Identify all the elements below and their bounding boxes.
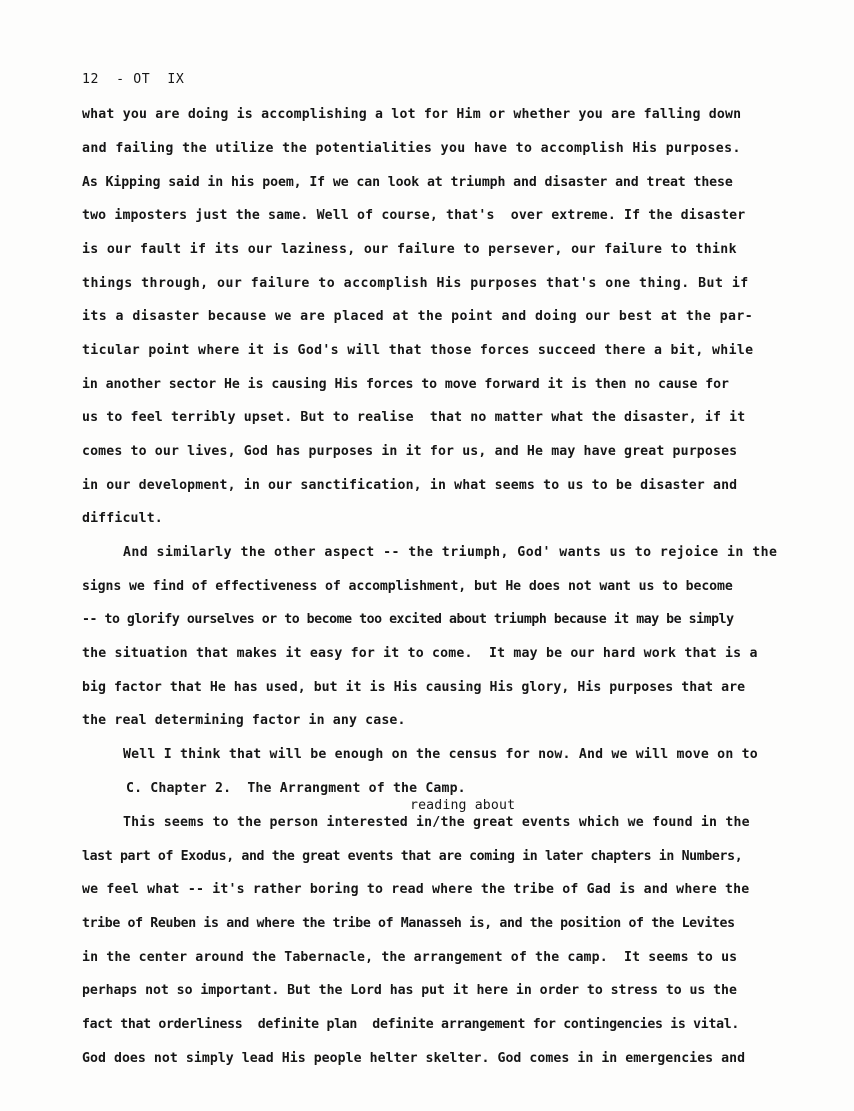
- text-line: signs we find of effectiveness of accomplishment, but He does not want us to become: [82, 579, 733, 594]
- text-line: two imposters just the same. Well of course, that's over extreme. If the disaster: [82, 208, 746, 223]
- text-line: in the center around the Tabernacle, the arrangement of the camp. It seems to us: [82, 950, 738, 965]
- text-line: what you are doing is accomplishing a lot for Him or whether you are falling down: [82, 107, 742, 122]
- text-line: in our development, in our sanctification, in what seems to us to be disaster and: [82, 478, 738, 493]
- page-header: 12 - OT IX: [82, 72, 185, 87]
- text-line: difficult.: [82, 511, 163, 526]
- outline-heading: C. Chapter 2. The Arrangment of the Camp.: [126, 781, 466, 796]
- text-line: is our fault if its our laziness, our failure to persever, our failure to think: [82, 242, 737, 257]
- text-line: ticular point where it is God's will that those forces succeed there a bit, while: [82, 343, 754, 358]
- text-line: and failing the utilize the potentialities you have to accomplish His purposes.: [82, 141, 741, 156]
- text-line: perhaps not so important. But the Lord has put it here in order to stress to us the: [82, 983, 737, 998]
- text-line: we feel what -- it's rather boring to read where the tribe of Gad is and where the: [82, 882, 750, 897]
- text-line: the real determining factor in any case.: [82, 713, 406, 728]
- paragraph-start-line: This seems to the person interested in/the great events which we found in the: [123, 815, 750, 830]
- paragraph-start-line: Well I think that will be enough on the census for now. And we will move on to: [123, 747, 758, 762]
- text-line: big factor that He has used, but it is His causing His glory, His purposes that are: [82, 680, 746, 695]
- text-line: us to feel terribly upset. But to realise that no matter what the disaster, if it: [82, 410, 746, 425]
- text-line: in another sector He is causing His forces to move forward it is then no cause for: [82, 377, 729, 392]
- interlinear-insertion: reading about: [410, 798, 516, 813]
- text-line: comes to our lives, God has purposes in it for us, and He may have great purposes: [82, 444, 738, 459]
- text-line: God does not simply lead His people helter skelter. God comes in in emergencies and: [82, 1051, 746, 1066]
- text-line: last part of Exodus, and the great events that are coming in later chapters in Numbers,: [82, 849, 743, 864]
- text-line: -- to glorify ourselves or to become too excited about triumph because it may be simply: [82, 612, 734, 627]
- text-line: things through, our failure to accomplish His purposes that's one thing. But if: [82, 276, 749, 291]
- paragraph-start-line: And similarly the other aspect -- the triumph, God' wants us to rejoice in the: [123, 545, 778, 560]
- text-line: fact that orderliness definite plan definite arrangement for contingencies is vital.: [82, 1017, 740, 1032]
- text-line: As Kipping said in his poem, If we can look at triumph and disaster and treat these: [82, 175, 733, 190]
- text-line: the situation that makes it easy for it to come. It may be our hard work that is a: [82, 646, 758, 661]
- text-line: its a disaster because we are placed at the point and doing our best at the par-: [82, 309, 754, 324]
- text-line: tribe of Reuben is and where the tribe of Manasseh is, and the position of the Levites: [82, 916, 735, 931]
